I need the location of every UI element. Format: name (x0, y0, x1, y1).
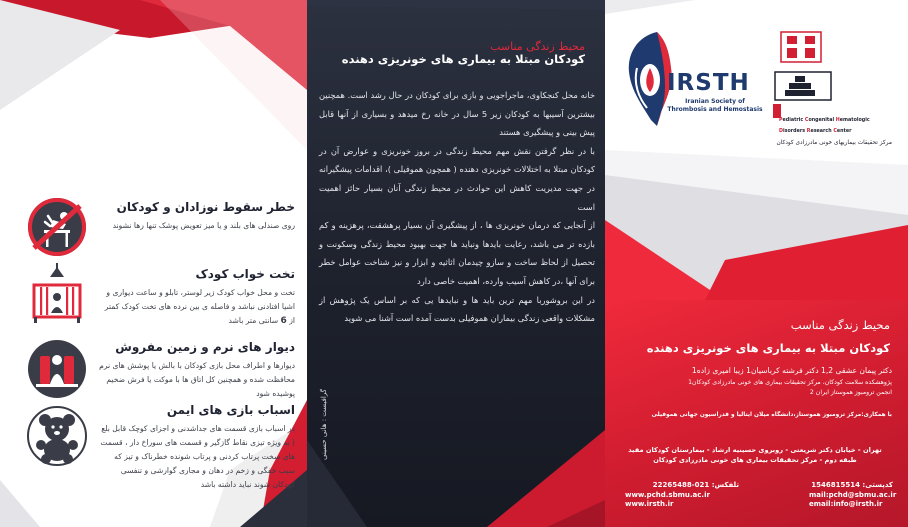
research-center-english-name: Pediatric Congenital Hematologic Disorders Research Center (779, 118, 870, 134)
authors: دکتر پیمان عشقی 1,2 دکتر فرشته کرباسیان1 زیبا امیری زاده1 (691, 366, 892, 375)
crib-icon (26, 263, 88, 325)
research-center-persian-name: مرکز تحقیقات بیماریهای خونی مادرزادی کودکان (776, 140, 892, 146)
hazard-title: تخت خواب کودک (195, 267, 295, 281)
hazard-text: دیوارها و اطراف محل بازی کودکان با بالش یا پوشش های نرم محافظت شده و همچنین کل اتاق ها با موکت یا فرش ضخیم پوشیده شود (99, 361, 295, 398)
cover-subtitle: محیط زندگی مناسب (790, 318, 890, 332)
contact-info (625, 481, 897, 510)
teddy-bear-icon (26, 405, 88, 467)
graphic-designer-credit: گرافیست : هانی حسینی (320, 389, 328, 460)
website-link[interactable]: www.pchd.sbmu.ac.ir (625, 490, 710, 499)
hazard-falling (26, 200, 295, 233)
contact-column-postal (763, 481, 897, 510)
collaboration-note: با همکاری:مرکز ترومبوز هموستاز،دانشگاه میلان ایتالیا و فدراسیون جهانی هموفیلی (651, 412, 892, 418)
child-wall-icon (26, 338, 88, 400)
middle-title: کودکان مبتلا به بیماری های خونریزی دهنده (341, 52, 585, 66)
hazard-text: در اسباب بازی قسمت های جداشدنی و اجزای کوچک قابل بلع ( به ویژه تیزی نقاط گازگیر و قسمت های سوراخ دار ، قسمت های سخت پرتاب کردنی و پرتاب شونده خطرناک و تیز که سبب خفگی و زخم در دهان و مجاری گوارشی و تنفسی کودکان شوند نباید داشته باشد (100, 424, 295, 489)
mail-link[interactable]: mail:pchd@sbmu.ac.ir (809, 490, 897, 499)
phone-fax: تلفکس: 021-22265488 (652, 481, 739, 489)
middle-subtitle: محیط زندگی مناسب (490, 40, 585, 53)
body-paragraph: در این بروشوربا مهم ترین باید ها و نبایدها یی که بر اساس یک پژوهش از مشکلات واقعی زندگی بیماران هموفیلی بدست آمده است آشنا می شوید (319, 294, 595, 324)
cover-title: کودکان مبتلا به بیماری های خونریزی دهنده (646, 341, 890, 355)
body-paragraph: از آنجایی که درمان خونریزی ها ، از پیشگیری آن بسیار پرهشقت، پرهزینه و کم بازده تر می باشد، رعایت بایدها ونباید ها جهت بهبود محیط زندگی وسکونت و تحصیل از لحاظ ساخت و سازو چیدمان اثاثیه و ابزار و نیز شناخت عوامل خطر برای آنها ،در کاهش آسیب وارده، اهمیت خاصی دارد (319, 220, 595, 286)
postal-code: کدپستی: 1546815514 (811, 481, 893, 489)
email-link[interactable]: email:info@irsth.ir (809, 500, 883, 509)
hazard-title: خطر سقوط نوزادان و کودکان (116, 200, 295, 214)
falling-child-icon (26, 196, 88, 258)
left-panel (0, 0, 307, 527)
middle-body-text (319, 86, 595, 328)
affiliations: پژوهشکده سلامت کودکان، مرکز تحقیقات بیماری های خونی مادرزادی کودکان1 انجمن ترومبوز هموستاز ایران 2 (688, 379, 892, 396)
hazard-crib (26, 267, 295, 328)
irsth-acronym: IRSTH (667, 70, 750, 96)
hazard-title: دیوار های نرم و زمین مفروش (115, 340, 295, 354)
irsth-full-name: Iranian Society of Thrombosis and Hemostasis (667, 98, 763, 113)
body-paragraph: با در نظر گرفتن نقش مهم محیط زندگی در بروز خونریزی و عوارض آن در کودکان مبتلا به اختلالات خونریزی دهنده ( همچون هموفیلی )، اقدامات پیشگیرانه در جهت مدیریت کاهش این حوادث در محیط زندگی آنان بسیار حائز اهمیت است (319, 145, 595, 212)
contact-column-phone (625, 481, 745, 510)
hazard-title: اسباب بازی های ایمن (166, 403, 295, 417)
hazard-text: روی صندلی های بلند و یا میز تعویض پوشک تنها رها نشوند (112, 221, 295, 230)
right-panel (605, 0, 908, 527)
hazard-text: تخت و محل خواب کودک زیر لوستر، تابلو و ساعت دیواری و اشیا افتادنی نباشد و فاصله ی بین نرده های تخت کودک کمتر از 6 سانتی متر باشد (104, 288, 295, 326)
address: تهران - خیابان دکتر شریعتی - روبروی حسینیه ارشاد - بیمارستان کودکان مفید طبقه دوم - مرکز تحقیقات بیماری های خونی مادرزادی کودکان (628, 446, 882, 464)
middle-panel (307, 0, 605, 527)
website-link[interactable]: www.irsth.ir (625, 500, 674, 509)
body-paragraph: خانه محل کنجکاوی، ماجراجویی و بازی برای کودکان در حال رشد است. همچنین بیشترین آسیبها به کودکان زیر 5 سال در خانه رخ میدهد و بسیاری از آنها قابل پیش بینی و پیشگیری هستند (319, 90, 595, 138)
hazard-safe-toys (26, 403, 295, 492)
hazard-soft-walls (26, 340, 295, 401)
